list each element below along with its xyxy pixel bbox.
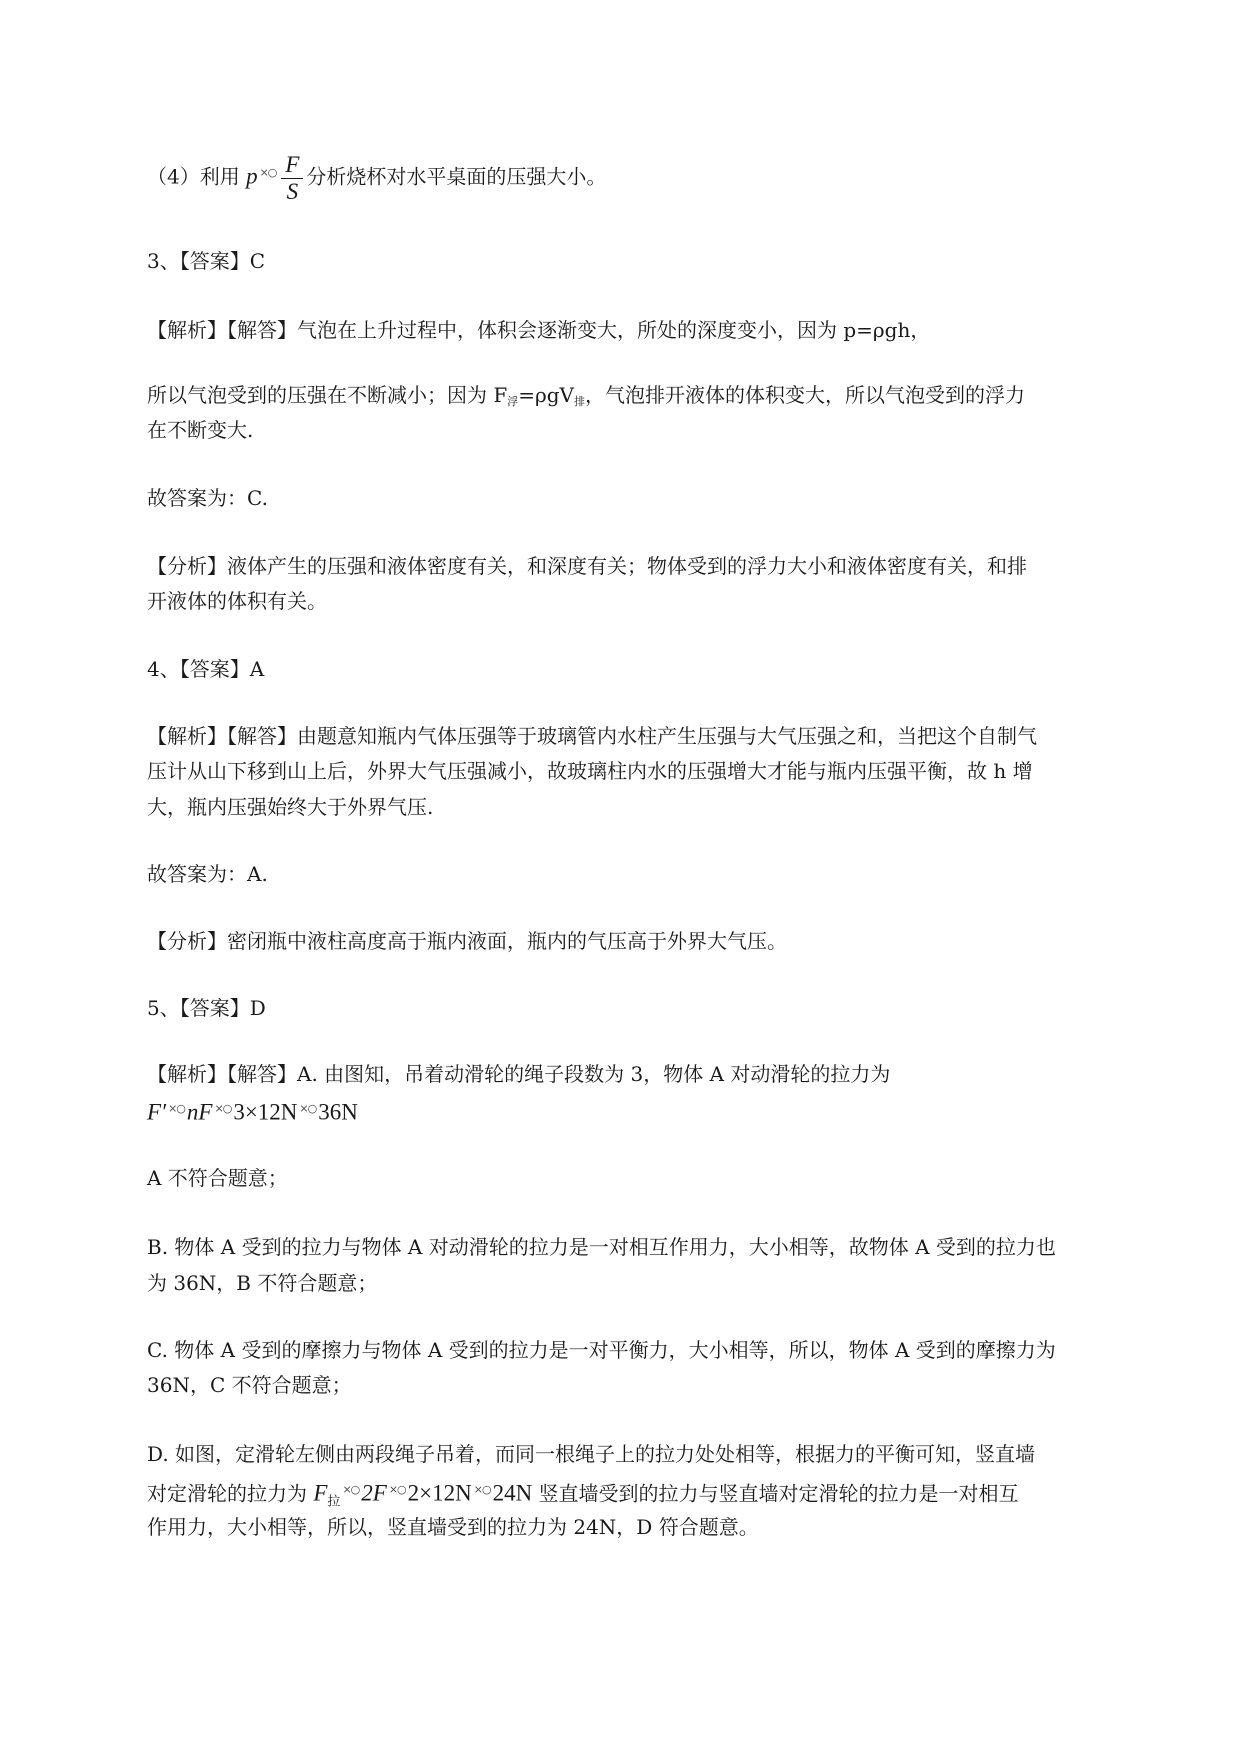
- equals-glyph: ×○: [259, 166, 277, 179]
- eq-a-term2: nF: [186, 1099, 213, 1125]
- q4-analysis-line3: 大，瓶内压强始终大于外界气压.: [147, 795, 434, 819]
- q4-answer: 4、【答案】A: [147, 657, 265, 681]
- subscript-la: 拉: [327, 1494, 341, 1510]
- eq-d-term3: 2×12N: [407, 1480, 472, 1506]
- fraction-denominator: S: [286, 178, 299, 204]
- q3-answer: 3、【答案】C: [147, 249, 266, 273]
- q4-analysis-line2: 压计从山下移到山上后，外界大气压强减小，故玻璃柱内水的压强增大才能与瓶内压强平衡，故 h 增: [147, 759, 1033, 783]
- q5-d-line1: D. 如图，定滑轮左侧由两段绳子吊着，而同一根绳子上的拉力处处相等，根据力的平衡可知，竖直墙: [147, 1442, 1036, 1466]
- q3-analysis-line2-a: 所以气泡受到的压强在不断减小；因为 F: [147, 383, 508, 407]
- item4-line: [147, 148, 1157, 204]
- q5-equation-a: [147, 1097, 1157, 1125]
- q5-analysis-line1: 【解析】【解答】A. 由图知，吊着动滑轮的绳子段数为 3，物体 A 对动滑轮的拉力为: [147, 1062, 891, 1086]
- q3-fenxi-line1: 【分析】液体产生的压强和液体密度有关，和深度有关；物体受到的浮力大小和液体密度有关，和排: [147, 554, 1027, 578]
- equals-glyph: ×○: [342, 1483, 360, 1496]
- q5-c-line2: 36N，C 不符合题意；: [147, 1373, 352, 1397]
- q3-analysis-line3: 在不断变大.: [147, 418, 254, 442]
- item4-prefix: （4）利用: [147, 164, 240, 189]
- equals-glyph: ×○: [388, 1483, 406, 1496]
- equals-glyph: ×○: [473, 1483, 491, 1496]
- q3-analysis-line2-c: ，气泡排开液体的体积变大，所以气泡受到的浮力: [585, 383, 1025, 407]
- eq-a-term3: 3×12N: [233, 1099, 298, 1125]
- q5-b-line2: 为 36N，B 不符合题意；: [147, 1271, 378, 1295]
- q3-conclusion: 故答案为：C.: [147, 486, 268, 510]
- q5-d-line2-b: 竖直墙受到的拉力与竖直墙对定滑轮的拉力是一对相互: [538, 1481, 1019, 1506]
- q5-c-line1: C. 物体 A 受到的摩擦力与物体 A 受到的拉力是一对平衡力，大小相等，所以，物体 A 受到的摩擦力为: [147, 1338, 1056, 1362]
- q5-d-line2: [147, 1478, 1157, 1515]
- fraction-f-over-s: [281, 153, 303, 204]
- formula-p: p: [246, 163, 258, 189]
- q5-d-line2-a: 对定滑轮的拉力为: [147, 1481, 307, 1506]
- q3-analysis-line2-b: =ρgV: [518, 383, 574, 407]
- q4-fenxi: 【分析】密闭瓶中液柱高度高于瓶内液面，瓶内的气压高于外界大气压。: [147, 929, 787, 953]
- eq-d-term4: 24N: [492, 1480, 533, 1506]
- equals-glyph: ×○: [214, 1102, 232, 1115]
- q5-b-line1: B. 物体 A 受到的拉力与物体 A 对动滑轮的拉力是一对相互作用力，大小相等，故物体 A 受到的拉力也: [147, 1235, 1056, 1259]
- q5-d-line3: 作用力，大小相等，所以，竖直墙受到的拉力为 24N，D 符合题意。: [147, 1515, 759, 1539]
- q4-conclusion: 故答案为：A.: [147, 862, 268, 886]
- equals-glyph: ×○: [299, 1102, 317, 1115]
- subscript-pai: 排: [574, 395, 585, 408]
- equals-glyph: ×○: [168, 1102, 185, 1115]
- eq-d-term2: 2F: [361, 1480, 387, 1506]
- fraction-numerator: F: [285, 151, 300, 177]
- item4-suffix: 分析烧杯对水平桌面的压强大小。: [306, 164, 607, 189]
- q4-analysis-line1: 【解析】【解答】由题意知瓶内气体压强等于玻璃管内水柱产生压强与大气压强之和，当把这个自制气: [147, 724, 1037, 748]
- q3-fenxi-line2: 开液体的体积有关。: [147, 589, 327, 613]
- q3-analysis-line2: [147, 383, 1157, 414]
- eq-d-f: F: [313, 1480, 328, 1506]
- eq-a-term4: 36N: [318, 1099, 358, 1125]
- q3-analysis-line1: 【解析】【解答】气泡在上升过程中，体积会逐渐变大，所处的深度变小，因为 p=ρgh，: [147, 318, 931, 342]
- q5-answer: 5、【答案】D: [147, 996, 266, 1020]
- q5-a-note: A 不符合题意；: [147, 1166, 288, 1190]
- eq-a-term1: F′: [147, 1099, 167, 1125]
- subscript-fu: 浮: [507, 395, 519, 408]
